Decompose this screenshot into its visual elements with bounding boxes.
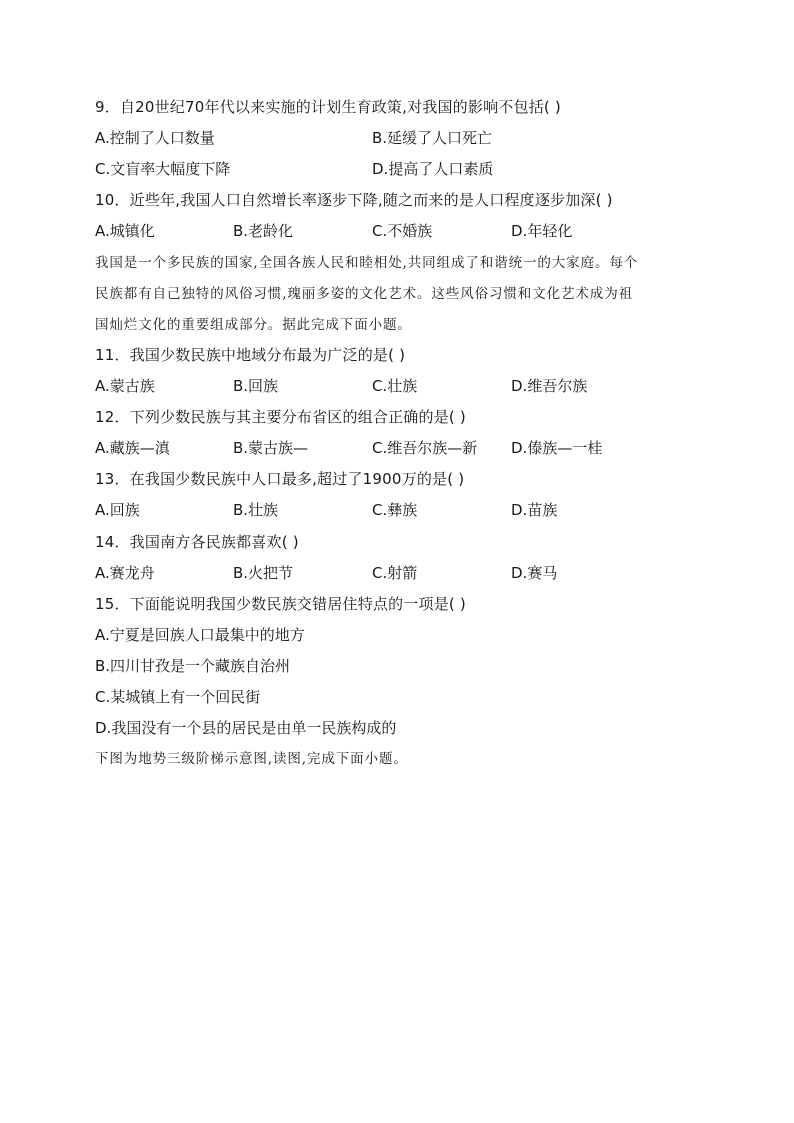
question-14-stem: 14．我国南方各民族都喜欢( )	[95, 533, 299, 551]
question-11-option-c: C.壮族	[372, 377, 418, 395]
question-12-option-b: B.蒙古族—	[233, 439, 309, 457]
question-13-stem: 13．在我国少数民族中人口最多,超过了1900万的是( )	[95, 470, 465, 488]
passage-minorities-line-3: 国灿烂文化的重要组成部分。据此完成下面小题。	[95, 317, 412, 333]
question-15-option-d: D.我国没有一个县的居民是由单一民族构成的	[95, 719, 397, 737]
question-15-option-b: B.四川甘孜是一个藏族自治州	[95, 657, 291, 675]
question-12-stem: 12．下列少数民族与其主要分布省区的组合正确的是( )	[95, 408, 466, 426]
question-10-option-a: A.城镇化	[95, 222, 155, 240]
question-14-option-c: C.射箭	[372, 564, 418, 582]
question-15-stem: 15．下面能说明我国少数民族交错居住特点的一项是( )	[95, 595, 466, 613]
question-10-option-d: D.年轻化	[511, 222, 573, 240]
passage-minorities-line-1: 我国是一个多民族的国家,全国各族人民和睦相处,共同组成了和谐统一的大家庭。每个	[95, 255, 639, 271]
passage-minorities-line-2: 民族都有自己独特的风俗习惯,瑰丽多姿的文化艺术。这些风俗习惯和文化艺术成为祖	[95, 286, 633, 302]
question-11-option-a: A.蒙古族	[95, 377, 155, 395]
question-12-option-d: D.傣族—一桂	[511, 439, 603, 457]
question-13-option-a: A.回族	[95, 501, 140, 519]
question-9-option-c: C.文盲率大幅度下降	[95, 160, 231, 178]
question-13-option-d: D.苗族	[511, 501, 558, 519]
question-13-option-b: B.壮族	[233, 501, 279, 519]
question-10-option-b: B.老龄化	[233, 222, 294, 240]
question-9-option-b: B.延缓了人口死亡	[372, 129, 493, 147]
question-14-option-d: D.赛马	[511, 564, 558, 582]
question-12-option-c: C.维吾尔族—新	[372, 439, 478, 457]
question-11-stem: 11．我国少数民族中地域分布最为广泛的是( )	[95, 346, 406, 364]
question-12-option-a: A.藏族—滇	[95, 439, 170, 457]
question-15-option-c: C.某城镇上有一个回民街	[95, 688, 261, 706]
question-11-option-d: D.维吾尔族	[511, 377, 588, 395]
question-9-stem: 9．自20世纪70年代以来实施的计划生育政策,对我国的影响不包括( )	[95, 98, 561, 116]
question-9-option-a: A.控制了人口数量	[95, 129, 215, 147]
question-13-option-c: C.彝族	[372, 501, 418, 519]
question-15-option-a: A.宁夏是回族人口最集中的地方	[95, 626, 305, 644]
passage-terrain: 下图为地势三级阶梯示意图,读图,完成下面小题。	[95, 751, 408, 767]
question-14-option-b: B.火把节	[233, 564, 294, 582]
question-10-stem: 10．近些年,我国人口自然增长率逐步下降,随之而来的是人口程度逐步加深( )	[95, 191, 613, 209]
question-11-option-b: B.回族	[233, 377, 279, 395]
question-10-option-c: C.不婚族	[372, 222, 433, 240]
question-14-option-a: A.赛龙舟	[95, 564, 155, 582]
question-9-option-d: D.提高了人口素质	[372, 160, 494, 178]
